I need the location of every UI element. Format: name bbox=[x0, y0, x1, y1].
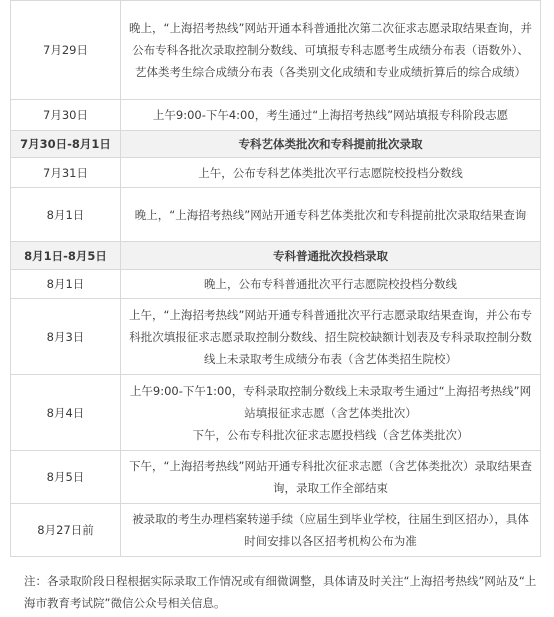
row-description: 上午9:00-下午4:00，考生通过“上海招考热线”网站填报专科阶段志愿 bbox=[121, 100, 541, 131]
table-row bbox=[11, 270, 541, 299]
row-date: 8月3日 bbox=[11, 299, 121, 375]
table-row bbox=[11, 158, 541, 188]
section-title: 专科普通批次投档录取 bbox=[121, 242, 541, 270]
row-date: 7月29日 bbox=[11, 1, 121, 100]
section-date: 8月1日-8月5日 bbox=[11, 242, 121, 270]
row-date: 7月30日 bbox=[11, 100, 121, 131]
row-date: 7月31日 bbox=[11, 158, 121, 188]
row-description: 下午，“上海招考热线”网站开通专科批次征求志愿（含艺体类批次）录取结果查询，录取工作全部结束 bbox=[121, 451, 541, 504]
row-description: 晚上，“上海招考热线”网站开通专科艺体类批次和专科提前批次录取结果查询 bbox=[121, 188, 541, 242]
row-description: 晚上，公布专科普通批次平行志愿院校投档分数线 bbox=[121, 270, 541, 299]
section-header-row bbox=[11, 131, 541, 158]
table-row bbox=[11, 188, 541, 242]
table-row bbox=[11, 100, 541, 131]
row-description: 晚上，“上海招考热线”网站开通本科普通批次第二次征求志愿录取结果查询，并公布专科各批次录取控制分数线、可填报专科志愿考生成绩分布表（语数外）、艺体类考生综合成绩分布表（各类别文化成绩和专业成绩折算后的综合成绩） bbox=[121, 1, 541, 100]
row-date: 8月1日 bbox=[11, 270, 121, 299]
table-row bbox=[11, 375, 541, 451]
row-description-group bbox=[121, 375, 541, 451]
table-row bbox=[11, 1, 541, 100]
table-row bbox=[11, 504, 541, 557]
row-description: 被录取的考生办理档案转递手续（应届生到毕业学校，往届生到区招办），具体时间安排以各区招考机构公布为准 bbox=[121, 504, 541, 557]
section-title: 专科艺体类批次和专科提前批次录取 bbox=[121, 131, 541, 158]
row-description-secondary: 下午，公布专科批次征求志愿投档线（含艺体类批次） bbox=[192, 427, 469, 442]
row-date: 8月4日 bbox=[11, 375, 121, 451]
row-date: 8月5日 bbox=[11, 451, 121, 504]
table-row bbox=[11, 451, 541, 504]
row-description: 上午，公布专科艺体类批次平行志愿院校投档分数线 bbox=[121, 158, 541, 188]
row-description: 上午，“上海招考热线”网站开通专科普通批次平行志愿录取结果查询，并公布专科批次填报征求志愿录取控制分数线、招生院校缺额计划表及专科录取控制分数线上未录取考生成绩分布表（含艺体类招生院校） bbox=[121, 299, 541, 375]
row-date: 8月1日 bbox=[11, 188, 121, 242]
footnote: 注：各录取阶段日程根据实际录取工作情况或有细微调整，具体请及时关注“上海招考热线”网站及“上海市教育考试院”微信公众号相关信息。 bbox=[24, 574, 537, 610]
row-date: 8月27日前 bbox=[11, 504, 121, 557]
row-description: 上午9:00-下午1:00，专科录取控制分数线上未录取考生通过“上海招考热线”网站填报征求志愿（含艺体类批次） bbox=[129, 383, 532, 420]
section-header-row bbox=[11, 242, 541, 270]
section-date: 7月30日-8月1日 bbox=[11, 131, 121, 158]
table-row bbox=[11, 299, 541, 375]
admission-schedule-table bbox=[10, 0, 541, 557]
